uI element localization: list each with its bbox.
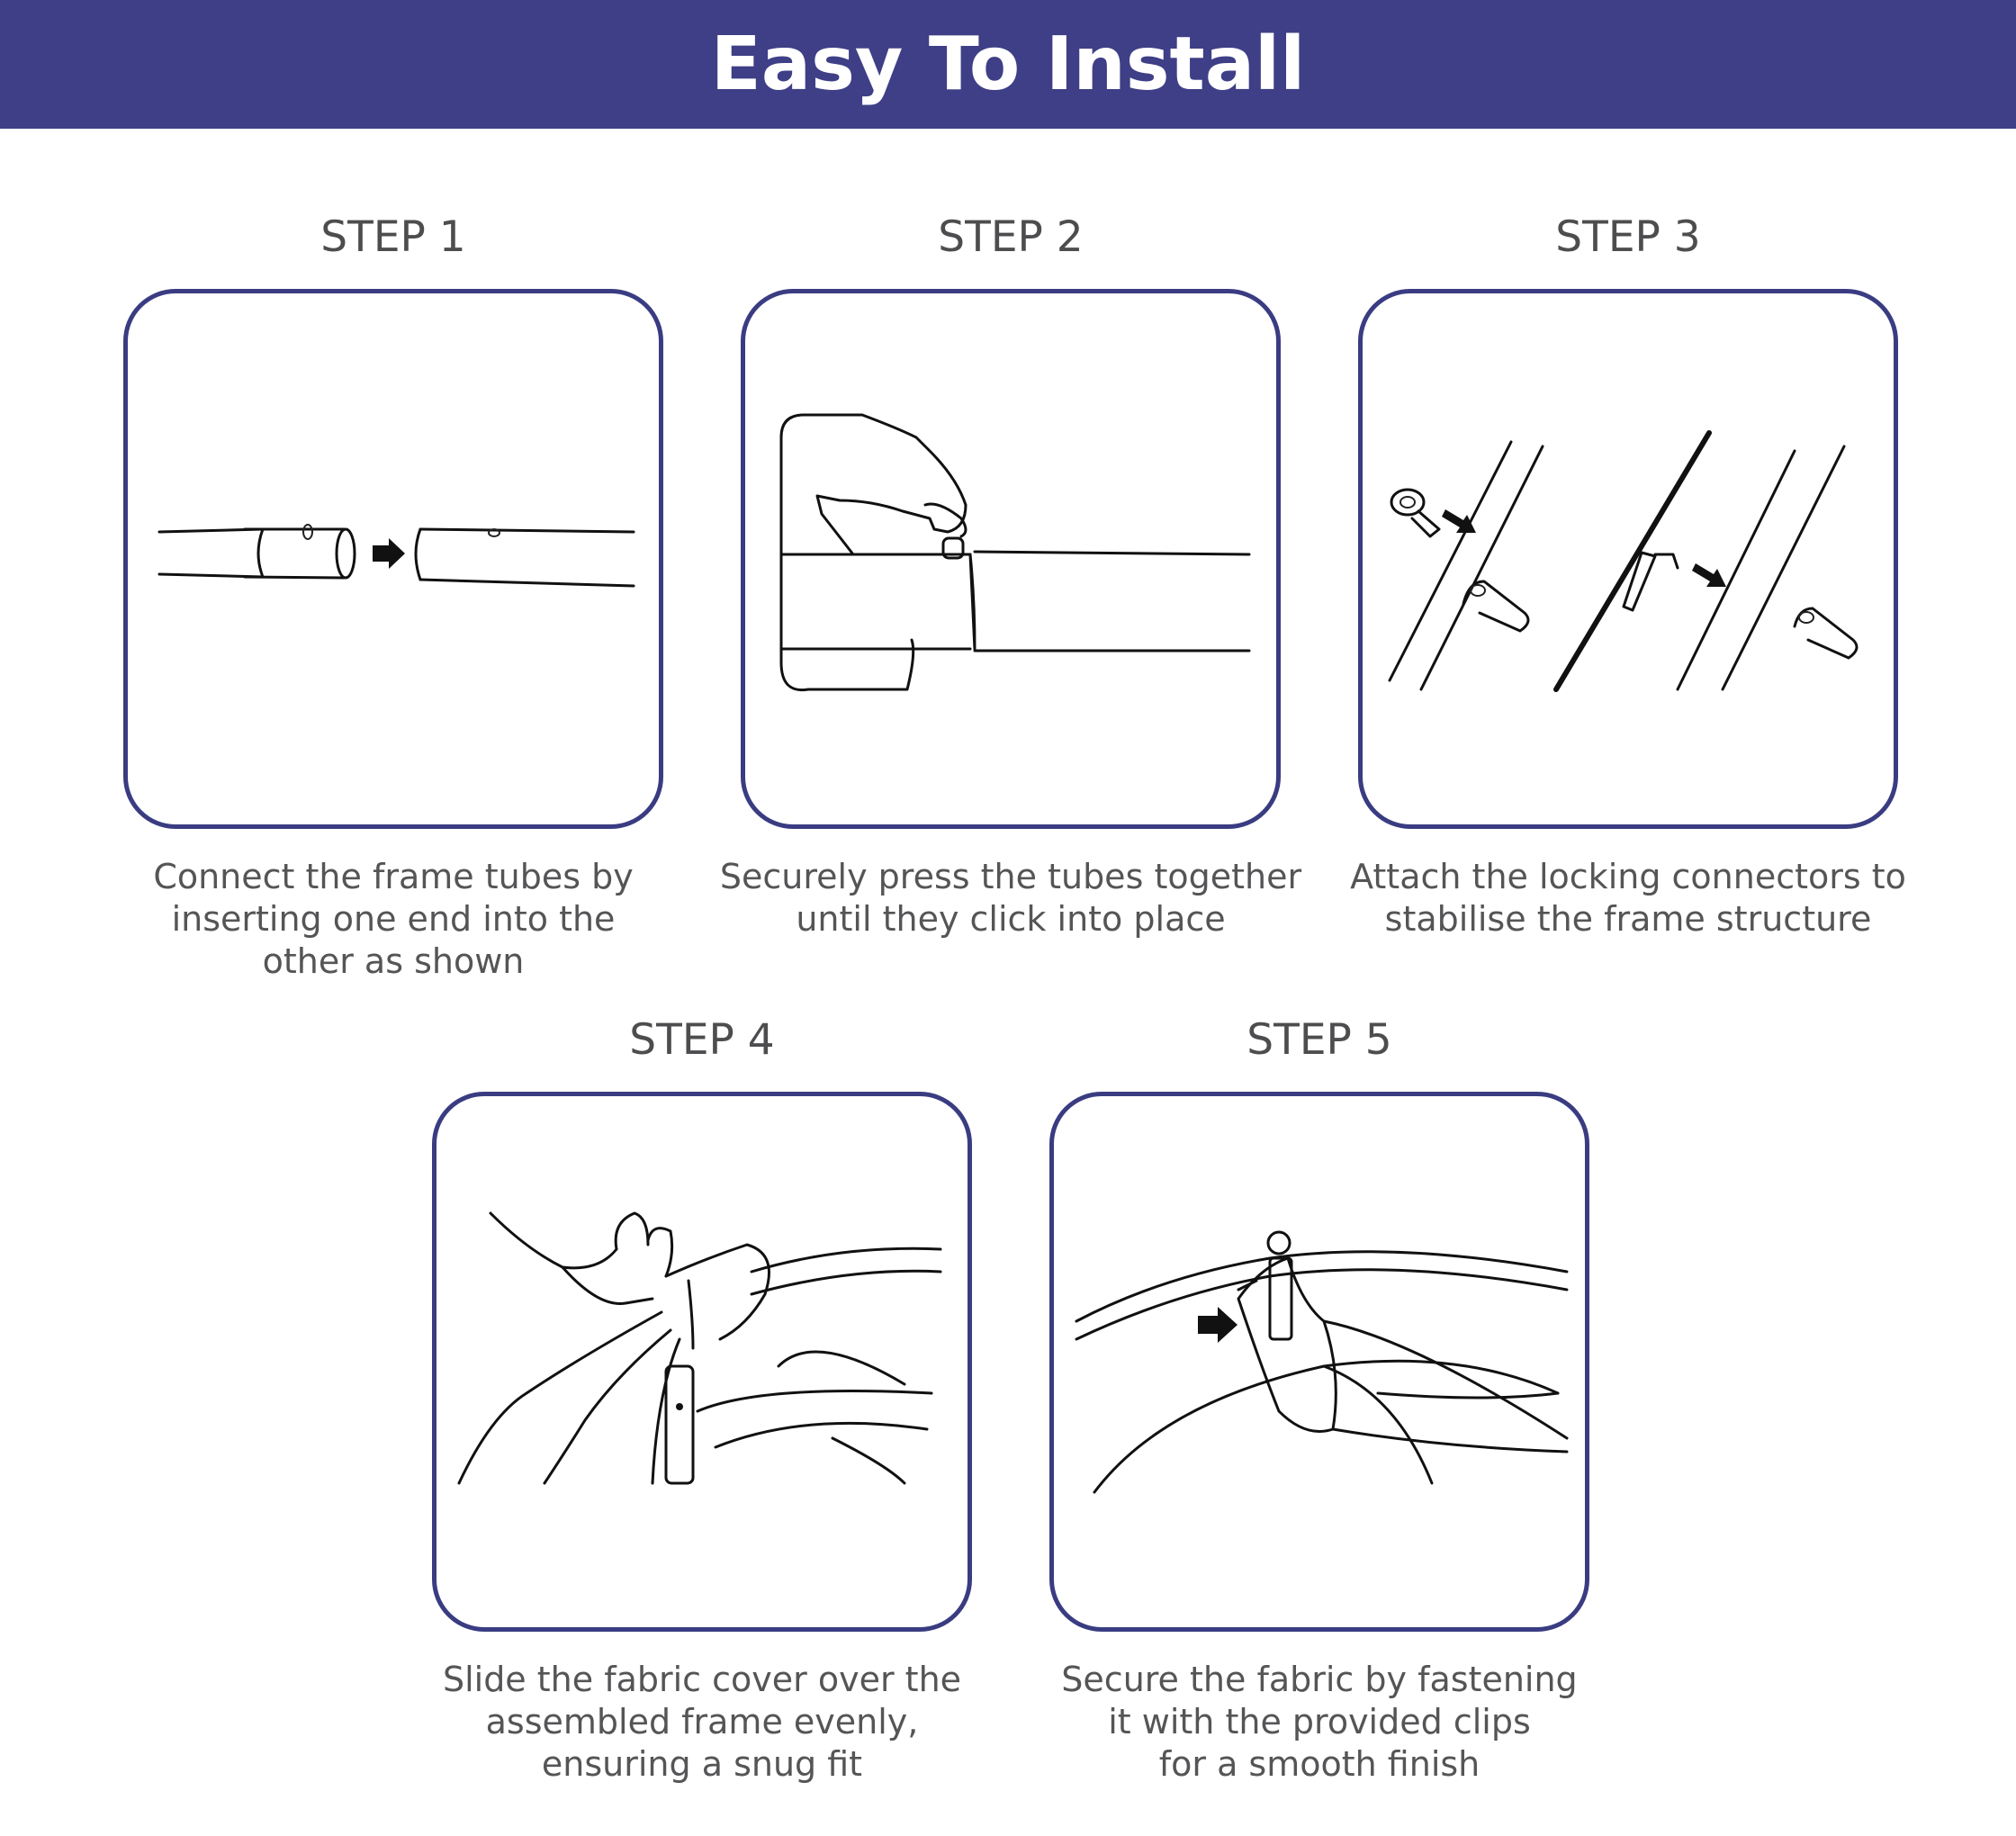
step-description: Securely press the tubes together until they click into place [719, 857, 1302, 939]
page-title: Easy To Install [710, 22, 1306, 107]
step-description: Secure the fabric by fastening it with the provided clips for a smooth finish [1061, 1660, 1578, 1784]
step-description: Slide the fabric cover over the assembled frame evenly, ensuring a snug fit [442, 1660, 962, 1784]
step-description: Connect the frame tubes by inserting one end into the other as shown [153, 857, 634, 981]
step-title: STEP 1 [320, 212, 466, 262]
tube-connection-icon [128, 293, 659, 824]
step-illustration-card [1358, 289, 1898, 829]
step-title: STEP 5 [1246, 1015, 1392, 1065]
step-illustration-card [1049, 1092, 1589, 1632]
step-title: STEP 2 [938, 212, 1084, 262]
step-illustration-card [123, 289, 663, 829]
step-illustration-card [432, 1092, 972, 1632]
hand-press-icon [745, 293, 1276, 824]
step-title: STEP 4 [629, 1015, 775, 1065]
locking-connector-icon [1363, 293, 1894, 824]
step-illustration-card [741, 289, 1281, 829]
step-description: Attach the locking connectors to stabilise the frame structure [1350, 857, 1906, 939]
fabric-cover-icon [436, 1096, 968, 1627]
header-banner [0, 0, 2016, 129]
step-title: STEP 3 [1555, 212, 1701, 262]
fabric-clip-icon [1054, 1096, 1585, 1627]
